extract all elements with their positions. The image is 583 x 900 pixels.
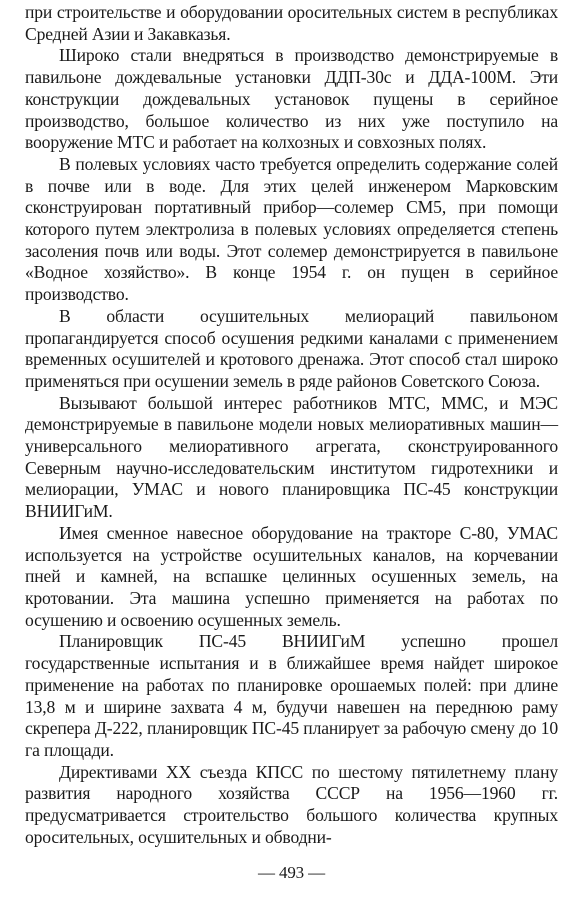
paragraph-drainage-reclamation: В области осушительных мелиораций павильоном пропагандируется способ осушения редкими каналами с применением временных осушителей и кротового дренажа. Этот способ стал широко применяться при осушении земель в ряде районов Советского Союза. <box>25 305 558 391</box>
paragraph-umas-usage: Имея сменное навесное оборудование на тракторе С-80, УМАС используется на устройстве осушительных каналов, на корчевании пней и камней, на вспашке целинных осушенных земель, на кротовании. Эта машина успешно применяется на работах по осушению и освоению осушенных земель. <box>25 522 558 630</box>
paragraph-xx-congress-directives: Директивами XX съезда КПСС по шестому пятилетнему плану развития народного хозяйства СССР на 1956—1960 гг. предусматривается строительство большого количества крупных оросительных, осушительных и обводни- <box>25 761 558 847</box>
paragraph-salinity-meter: В полевых условиях часто требуется определить содержание солей в почве или в воде. Для этих целей инженером Марковским сконструирован портативный прибор—солемер СМ5, при помощи которого путем электролиза в полевых условиях определяется степень засоления почв или воды. Этот солемер демонстрируется в павильоне «Водное хозяйство». В конце 1954 г. он пущен в серийное производство. <box>25 153 558 305</box>
document-page <box>25 2 558 892</box>
paragraph-reclamation-machines: Вызывают большой интерес работников МТС, ММС, и МЭС демонстрируемые в павильоне модели новых мелиоративных машин—универсального мелиоративного агрегата, сконструированного Северным научно-исследовательским институтом гидротехники и мелиорации, УМАС и нового планировщика ПС-45 конструкции ВНИИГиМ. <box>25 392 558 522</box>
paragraph-ps45-planner: Планировщик ПС-45 ВНИИГиМ успешно прошел государственные испытания и в ближайшее время найдет широкое применение на работах по планировке орошаемых полей: при длине 13,8 м и ширине захвата 4 м, будучи навешен на переднюю раму скрепера Д-222, планировщик ПС-45 планирует за рабочую смену до 10 га площади. <box>25 631 558 760</box>
page-number: — 493 — <box>258 863 325 882</box>
paragraph-sprinkler-units: Широко стали внедряться в производство демонстрируемые в павильоне дождевальные установки ДДП-30с и ДДА-100М. Эти конструкции дождевальных установок пущены в серийное производство, большое количество из них уже поступило на вооружение МТС и работает на колхозных и совхозных полях. <box>25 45 558 153</box>
paragraph-irrigation-systems: при строительстве и оборудовании оросительных систем в республиках Средней Азии и Закавказья. <box>25 2 558 44</box>
